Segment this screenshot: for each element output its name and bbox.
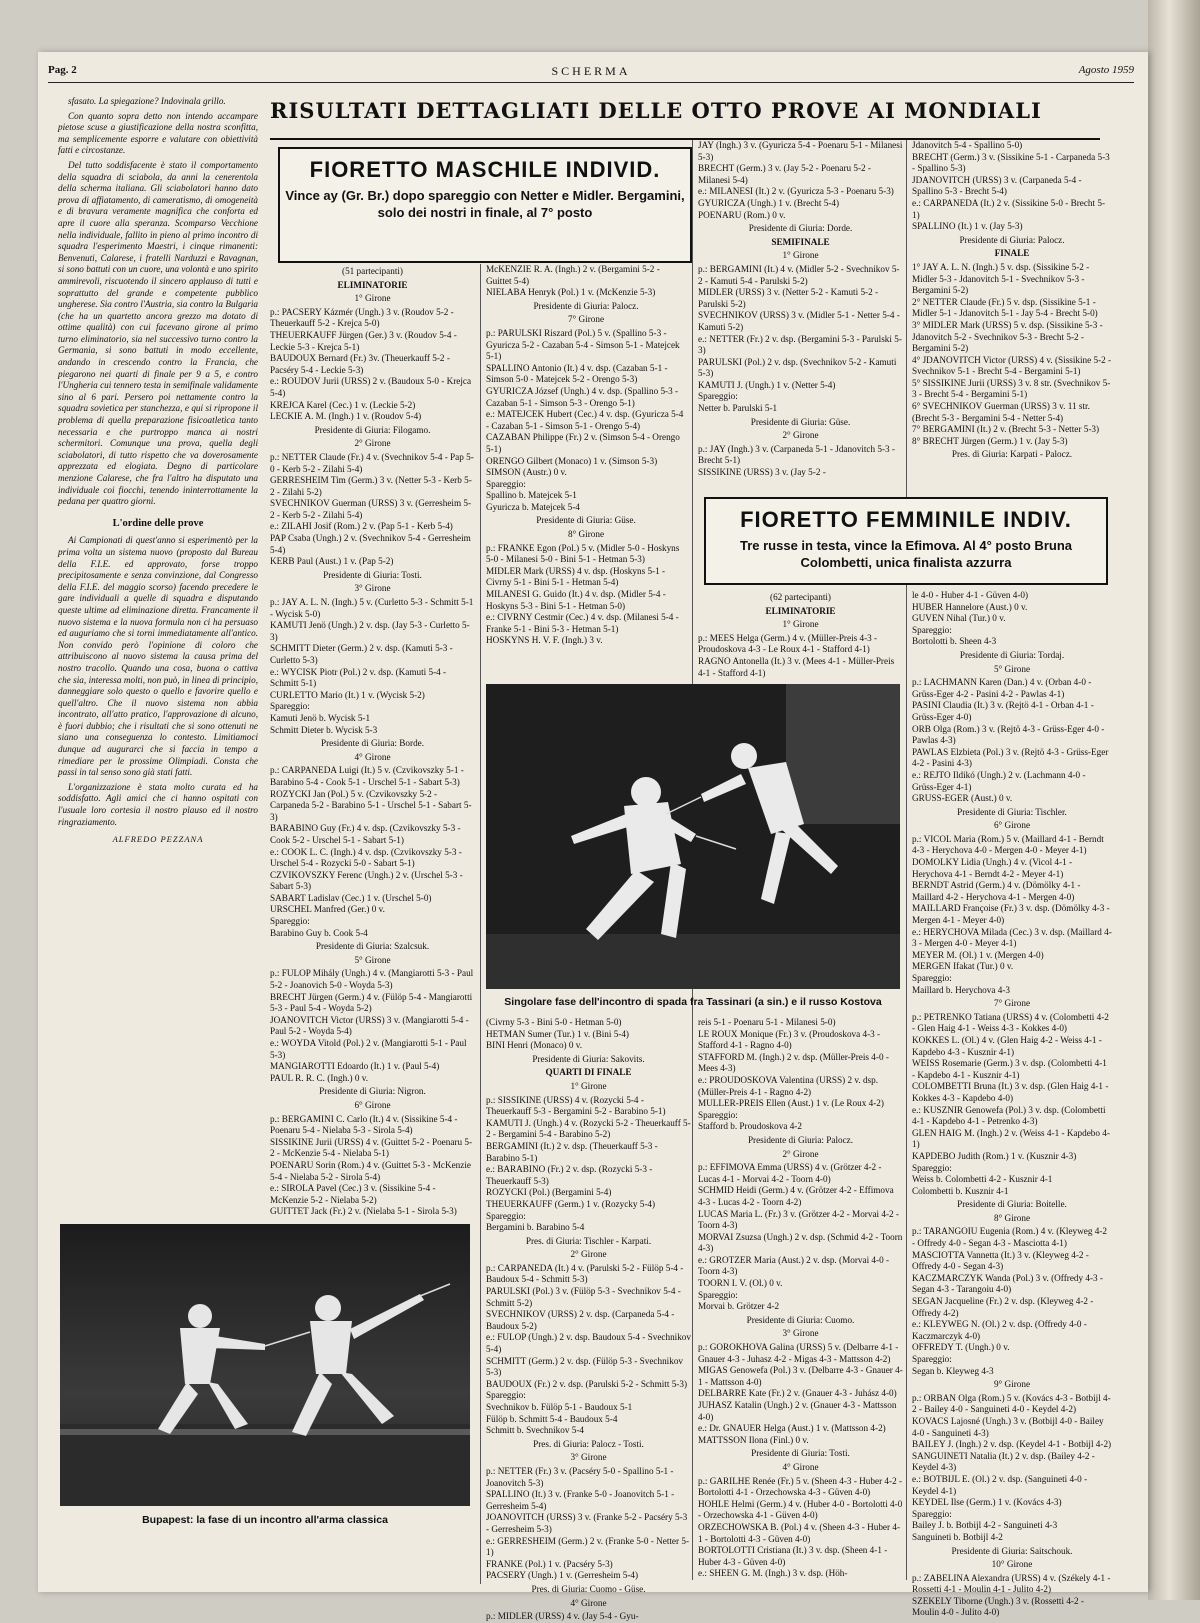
result-line: ROZYCKI (Pol.) (Bergamini 5-4): [486, 1187, 612, 1198]
result-line: Jdanovitch 5-4 - Spallino 5-0): [912, 140, 1023, 150]
result-line: BRECHT (Germ.) 3 v. (Sissikine 5-1 - Carpaneda 5-3 - Spallino 5-3): [912, 151, 1110, 174]
result-heading: Presidente di Giuria: Dorde.: [748, 223, 853, 234]
result-line: MEYER M. (Ol.) 1 v. (Mergen 4-0): [912, 949, 1044, 960]
result-line: e.: KUSZNIR Genowefa (Pol.) 3 v. dsp. (Colombetti 4-1 - Kapdebo 4-1 - Petrenko 4-3): [912, 1104, 1106, 1127]
result-line: e.: FULOP (Ungh.) 2 v. dsp. Baudoux 5-4 - Svechnikov 5-4): [486, 1332, 691, 1355]
result-heading: 3° Girone: [354, 583, 391, 594]
result-line: CAZABAN Philippe (Fr.) 2 v. (Simson 5-4 - Orengo 5-1): [486, 432, 680, 454]
article-column: [58, 96, 258, 1246]
result-line: NIELABA Henryk (Pol.) 1 v. (McKenzie 5-3): [486, 287, 656, 298]
result-line: e.: SHEEN G. M. (Ingh.) 3 v. dsp. (Höh-: [698, 1568, 848, 1579]
result-line: e.: Dr. GNAUER Helga (Aust.) 1 v. (Mattsson 4-2): [698, 1423, 886, 1434]
result-line: LUCAS Maria L. (Fr.) 3 v. (Grötzer 4-2 - Morvai 4-2 - Toorn 4-3): [698, 1208, 899, 1231]
result-line: Kamuti Jenö b. Wycisk 5-1: [270, 712, 371, 723]
article-paragraph: Con quanto sopra detto non intendo accampare pietose scuse a giustificazione della nostra sconfitta, ma semplicemente esporre e valutare con obiettività fatti e circostanze.: [58, 110, 258, 156]
result-line: Schmitt b. Svechnikov 5-4: [486, 1425, 584, 1436]
photo-caption-left: Bupapest: la fase di un incontro all'arma classica: [142, 1514, 388, 1526]
magazine-title: SCHERMA: [551, 64, 631, 78]
result-line: GYURICZA (Ungh.) 1 v. (Brecht 5-4): [698, 197, 840, 208]
result-line: p.: SISSIKINE (URSS) 4 v. (Rozycki 5-4 - Theuerkauff 5-3 - Bergamini 5-2 - Barabino 5-1): [486, 1094, 666, 1117]
result-line: LE ROUX Monique (Fr.) 3 v. (Proudoskova 4-3 - Stafford 4-1 - Ragno 4-0): [698, 1028, 881, 1051]
result-line: 6° SVECHNIKOV Guerman (URSS) 3 v. 11 str. (Brecht 5-3 - Bergamini 5-4 - Netter 5-4): [912, 401, 1090, 423]
result-line: BERGAMINI (It.) 2 v. dsp. (Theuerkauff 5-3 - Barabino 5-1): [486, 1140, 658, 1163]
result-line: PASINI Claudia (It.) 3 v. (Rejtö 4-1 - Orban 4-1 - Grüss-Eger 4-0): [912, 700, 1094, 722]
result-heading: 7° Girone: [993, 998, 1031, 1009]
column-divider: [480, 264, 481, 1584]
result-line: FRANKE (Pol.) 1 v. (Pacséry 5-3): [486, 1558, 613, 1569]
result-line: URSCHEL Manfred (Ger.) 0 v.: [270, 904, 385, 915]
result-heading: Presidente di Giuria: Güse.: [536, 515, 636, 526]
result-heading: 8° Girone: [567, 529, 605, 540]
result-line: PAUL R. R. C. (Ingh.) 0 v.: [270, 1072, 369, 1083]
result-heading: 4° Girone: [570, 1597, 607, 1608]
result-line: e.: REJTO Ildikó (Ungh.) 2 v. (Lachmann 4-0 - Grüss-Eger 4-1): [912, 769, 1086, 792]
result-line: e.: PROUDOSKOVA Valentina (URSS) 2 v. dsp. (Müller-Preis 4-1 - Ragno 4-2): [698, 1074, 879, 1097]
result-heading: Presidente di Giuria: Boitelle.: [957, 1199, 1067, 1210]
result-line: MORVAI Zsuzsa (Ungh.) 2 v. dsp. (Schmid 4-2 - Toorn 4-3): [698, 1231, 903, 1254]
result-line: Segan b. Kleyweg 4-3: [912, 1365, 994, 1376]
result-line: p.: GOROKHOVA Galina (URSS) 5 v. (Delbarre 4-1 - Gnauer 4-3 - Juhasz 4-2 - Migas 4-3 - Mattsson 4-2): [698, 1342, 899, 1364]
result-heading: 4° Girone: [354, 751, 391, 762]
result-heading: Presidente di Giuria: Güse.: [750, 416, 851, 427]
result-line: SIMSON (Austr.) 0 v.: [486, 467, 567, 478]
result-line: ORB Olga (Rom.) 3 v. (Rejtö 4-3 - Grüss-Eger 4-0 - Pawlas 4-3): [912, 723, 1105, 746]
results-column-2: [486, 264, 686, 664]
result-heading: (51 partecipanti): [342, 266, 403, 276]
result-line: COLOMBETTI Bruna (It.) 3 v. dsp. (Glen Haig 4-1 - Kokkes 4-3 - Kapdebo 4-0): [912, 1081, 1109, 1103]
result-line: ORZECHOWSKA B. (Pol.) 4 v. (Sheen 4-3 - Huber 4-1 - Bortolotti 4-3 - Güven 4-0): [698, 1521, 901, 1544]
result-heading: 2° Girone: [570, 1249, 607, 1260]
result-line: HETMAN Sumer (Tur.) 1 v. (Bini 5-4): [486, 1028, 629, 1039]
result-line: p.: CARPANEDA (It.) 4 v. (Parulski 5-2 - Fülöp 5-4 - Baudoux 5-4 - Schmitt 5-3): [486, 1262, 684, 1285]
results-column-4: [912, 140, 1112, 490]
result-line: MIDLER Mark (URSS) 4 v. dsp. (Hoskyns 5-1 - Civrny 5-1 - Bini 5-1 - Hetman 5-4): [486, 565, 666, 588]
result-heading: 1° Girone: [782, 250, 819, 261]
result-line: e.: GERRESHEIM (Germ.) 2 v. (Franke 5-0 - Netter 5-1): [486, 1535, 690, 1558]
result-line: p.: LACHMANN Karen (Dan.) 4 v. (Orban 4-0 - Grüss-Eger 4-2 - Pasini 4-2 - Pawlas 4-1): [912, 677, 1092, 699]
result-line: JOANOVITCH (URSS) 3 v. (Franke 5-2 - Pacséry 5-3 - Gerresheim 5-3): [486, 1512, 688, 1534]
result-line: e.: KLEYWEG N. (Ol.) 2 v. dsp. (Offredy 4-0 - Kaczmarczyk 4-0): [912, 1319, 1087, 1341]
result-line: Gyuricza b. Matejcek 5-4: [486, 501, 580, 512]
result-line: KAPDEBO Judith (Rom.) 1 v. (Kusznir 4-3): [912, 1150, 1077, 1161]
result-heading: Presidente di Giuria: Palocz.: [533, 300, 639, 311]
result-section-title: FINALE: [994, 248, 1030, 259]
result-line: p.: VICOL Maria (Rom.) 5 v. (Maillard 4-1 - Berndt 4-3 - Herychova 4-0 - Mergen 4-0 - Meyer 4-1): [912, 833, 1104, 856]
result-line: Spareggio:: [912, 1354, 952, 1364]
result-line: DOMOLKY Lidia (Ungh.) 4 v. (Vicol 4-1 - Herychova 4-1 - Berndt 4-2 - Meyer 4-1): [912, 857, 1073, 879]
running-header: [48, 62, 1134, 84]
result-line: p.: MIDLER (URSS) 4 v. (Jay 5-4 - Gyu-: [486, 1611, 639, 1622]
result-line: (Civrny 5-3 - Bini 5-0 - Hetman 5-0): [486, 1017, 622, 1027]
result-heading: Presidente di Giuria: Nigron.: [319, 1086, 426, 1097]
result-line: p.: PETRENKO Tatiana (URSS) 4 v. (Colombetti 4-2 - Glen Haig 4-1 - Weiss 4-3 - Kokkes 4-0): [912, 1011, 1109, 1034]
mens-foil-box: [278, 147, 692, 263]
article-paragraph: Del tutto soddisfacente è stato il comportamento della squadra di sciabola, da anni la cenerentola della scherma italiana. Gli sciabolatori hanno dato prova di affiatamento, di cameratismo, di omogeneità e di bravura veramente magnifica che conforta ed apre il cuore alla speranza. Scomparso Vecchione nella individuale, fallito in pieno al primo incontro di squadra l'esperimento Maestri, i cinque rimanenti: Benvenuti, Calarese, i fratelli Narduzzi e Ravagnan, si sono battuti con un cuore, una volontà e uno spirito ammirevoli, riscuotendo il sincero applauso di tutti e soprattutto del grande e competente pubblico ungherese. Sia contro l'Austria, sia contro la Bulgaria (che ha un quartetto ancora grezzo ma dotato di ottime qualità) con cui facevano girone al primo turno eliminatorio, sia nel successivo turno contro la Germania, si sono battuti in modo eccellente, andando in crescendo contro la Francia, che piegarono nei quarti di finale per 9 a 5, e contro l'Ungheria cui tennero testa in semifinale validamente sino al 6 pari. Persero poi nettamente contro la squadra sovietica per stanchezza, e qui si ripropone il problema di quella preparazione fisicoatletica tanto necessaria e che purtroppo manca ai nostri schermitori. Comunque una prova, quella degli sciabolatori, di tutto rispetto che va doverosamente apprezzata ed elogiata. Degno di particolare menzione Calarese, che fra l'altro ha disputato una individuale coi fiocchi, tenendo ininterrottamente la pedana per quattro giorni.: [58, 159, 258, 507]
result-line: SPALLINO (It.) 1 v. (Jay 5-3): [912, 221, 1023, 232]
result-line: KOKKES L. (Ol.) 4 v. (Glen Haig 4-2 - Weiss 4-1 - Kapdebo 4-3 - Kusznir 4-1): [912, 1034, 1102, 1057]
result-line: KEYDEL Ilse (Germ.) 1 v. (Kovács 4-3): [912, 1497, 1062, 1508]
result-heading: 1° Girone: [354, 293, 391, 304]
result-heading: Presidente di Giuria: Borde.: [320, 738, 425, 749]
result-line: SEGAN Jacqueline (Fr.) 2 v. dsp. (Kleyweg 4-2 - Offredy 4-2): [912, 1296, 1094, 1318]
result-heading: (62 partecipanti): [770, 592, 831, 602]
result-heading: 7° Girone: [567, 314, 605, 325]
page-number: Pag. 2: [48, 64, 77, 76]
result-heading: Presidente di Giuria: Tosti.: [751, 1448, 850, 1459]
result-line: LECKIE A. M. (Ingh.) 1 v. (Roudov 5-4): [270, 411, 422, 422]
result-line: Spareggio:: [698, 1289, 738, 1300]
result-line: Svechnikov b. Fülöp 5-1 - Baudoux 5-1: [486, 1402, 633, 1412]
result-line: Schmitt Dieter b. Wycisk 5-3: [270, 724, 378, 735]
result-line: KREJCA Karel (Cec.) 1 v. (Leckie 5-2): [270, 399, 416, 410]
result-line: p.: GARILHE Renée (Fr.) 5 v. (Sheen 4-3 - Huber 4-2 - Bortolotti 4-1 - Orzechowska 4-3 - Güven 4-0): [698, 1475, 903, 1498]
result-line: Spareggio:: [486, 1210, 526, 1221]
result-line: Bailey J. b. Botbijl 4-2 - Sanguineti 4-3: [912, 1520, 1058, 1531]
result-line: MASCIOTTA Vannetta (It.) 3 v. (Kleyweg 4-2 - Offredy 4-0 - Segan 4-3): [912, 1249, 1089, 1272]
result-heading: 4° Girone: [782, 1461, 819, 1472]
result-line: THEUERKAUFF Jürgen (Ger.) 3 v. (Roudov 5-4 - Leckie 5-3 - Krejca 5-1): [270, 329, 457, 352]
fencing-photo-epee: [486, 684, 900, 989]
result-line: MANGIAROTTI Edoardo (It.) 1 v. (Paul 5-4): [270, 1061, 440, 1072]
result-line: GUITTET Jack (Fr.) 2 v. (Nielaba 5-1 - Sirola 5-3): [270, 1206, 457, 1217]
result-heading: Presidente di Giuria: Saitschouk.: [951, 1545, 1073, 1556]
result-line: 2° NETTER Claude (Fr.) 5 v. dsp. (Sissikine 5-1 - Midler 5-1 - Jdanovitch 5-1 - Jay 5-4 - Brecht 5-0): [912, 296, 1098, 319]
article-paragraph: sfasato. La spiegazione? Indovinala grillo.: [68, 96, 226, 106]
result-line: SVECHNIKOV (URSS) 2 v. dsp. (Carpaneda 5-4 - Baudoux 5-2): [486, 1309, 675, 1331]
result-line: e.: NETTER (Fr.) 2 v. dsp. (Bergamini 5-3 - Parulski 5-3): [698, 333, 902, 356]
result-line: PACSERY (Ungh.) 1 v. (Gerresheim 5-4): [486, 1570, 639, 1581]
result-line: KAMUTI Jenö (Ungh.) 2 v. dsp. (Jay 5-3 - Curletto 5-3): [270, 620, 470, 642]
result-line: Bortolotti b. Sheen 4-3: [912, 636, 997, 647]
result-line: e.: ZILAHI Josif (Rom.) 2 v. (Pap 5-1 - Kerb 5-4): [270, 521, 453, 532]
result-heading: Presidente di Giuria: Tordaj.: [959, 649, 1065, 660]
result-line: HUBER Hannelore (Aust.) 0 v.: [912, 601, 1028, 612]
result-line: 1° JAY A. L. N. (Ingh.) 5 v. dsp. (Sissikine 5-2 - Midler 5-3 - Jdanovitch 5-1 - Svechnikov 5-3 - Bergamini 5-2): [912, 261, 1090, 296]
result-line: Barabino Guy b. Cook 5-4: [270, 927, 368, 938]
result-line: Spareggio:: [698, 391, 738, 402]
result-line: Spareggio:: [698, 1109, 738, 1120]
result-section-title: QUARTI DI FINALE: [545, 1067, 632, 1078]
magazine-binding: [1148, 0, 1200, 1600]
result-heading: Pres. di Giuria: Palocz - Tosti.: [533, 1438, 644, 1449]
result-line: BAUDOUX (Fr.) 2 v. dsp. (Parulski 5-2 - Schmitt 5-3): [486, 1378, 688, 1389]
result-line: KAMUTI J. (Ungh.) 1 v. (Netter 5-4): [698, 379, 836, 390]
result-line: p.: BERGAMINI C. Carlo (It.) 4 v. (Sissikine 5-4 - Poenaru 5-4 - Nielaba 5-3 - Sirola 5-4): [270, 1113, 458, 1136]
result-line: TOORN I. V. (Ol.) 0 v.: [698, 1278, 783, 1289]
result-line: DELBARRE Kate (Fr.) 2 v. (Gnauer 4-3 - Juhász 4-0): [698, 1388, 897, 1399]
result-line: Netter b. Parulski 5-1: [698, 403, 778, 414]
result-heading: Pres. di Giuria: Cuomo - Güse.: [531, 1583, 646, 1594]
result-line: p.: JAY A. L. N. (Ingh.) 5 v. (Curletto 5-3 - Schmitt 5-1 - Wycisk 5-0): [270, 597, 474, 619]
result-line: ROZYCKI Jan (Pol.) 5 v. (Czvikovszky 5-2 - Carpaneda 5-2 - Barabino 5-1 - Urschel 5-1 - Sabart 5-3): [270, 788, 472, 822]
result-heading: 5° Girone: [993, 663, 1031, 674]
result-line: SZEKELY Tiborne (Ungh.) 3 v. (Rossetti 4-2 - Moulin 4-0 - Julito 4-0): [912, 1595, 1084, 1618]
result-line: e.: BOTBIJL E. (Ol.) 2 v. dsp. (Sanguineti 4-0 - Keydel 4-1): [912, 1473, 1088, 1496]
result-heading: Presidente di Giuria: Tischler.: [957, 806, 1067, 817]
result-line: THEUERKAUFF (Germ.) 1 v. (Rozycky 5-4): [486, 1198, 656, 1209]
result-section-title: ELIMINATORIE: [765, 605, 836, 616]
womens-results-column-3: [698, 590, 903, 680]
result-line: Bergamini b. Barabino 5-4: [486, 1222, 585, 1233]
result-line: SANGUINETI Natalia (It.) 2 v. dsp. (Bailey 4-2 - Keydel 4-3): [912, 1450, 1095, 1473]
result-line: SISSIKINE Jurii (URSS) 4 v. (Guittet 5-2 - Poenaru 5-2 - McKenzie 5-4 - Nielaba 5-1): [270, 1136, 473, 1159]
result-line: CZVIKOVSZKY Ferenc (Ungh.) 2 v. (Urschel 5-3 - Sabart 5-3): [270, 869, 463, 892]
result-line: BORTOLOTTI Cristiana (It.) 3 v. dsp. (Sheen 4-1 - Huber 4-3 - Güven 4-0): [698, 1545, 888, 1567]
result-line: BAILEY J. (Ingh.) 2 v. dsp. (Keydel 4-1 - Botbijl 4-2): [912, 1439, 1112, 1450]
issue-date: Agosto 1959: [1078, 64, 1134, 76]
result-line: MILANESI G. Guido (It.) 4 v. dsp. (Midler 5-4 - Hoskyns 5-3 - Bini 5-1 - Hetman 5-0): [486, 589, 666, 611]
result-line: SPALLINO (It.) 3 v. (Franke 5-0 - Joanovitch 5-1 - Gerresheim 5-4): [486, 1489, 675, 1511]
result-line: e.: WYCISK Piotr (Pol.) 2 v. dsp. (Kamuti 5-4 - Schmitt 5-1): [270, 666, 447, 689]
result-line: SCHMID Heidi (Germ.) 4 v. (Grötzer 4-2 - Effimova 4-3 - Lucas 4-2 - Toorn 4-2): [698, 1185, 894, 1207]
result-heading: Presidente di Giuria: Szalcsuk.: [315, 941, 430, 952]
result-line: Sanguineti b. Botbijl 4-2: [912, 1531, 1003, 1542]
result-line: WEISS Rosemarie (Germ.) 3 v. dsp. (Colombetti 4-1 - Kapdebo 4-1 - Kusznir 4-1): [912, 1058, 1107, 1080]
result-line: MIDLER (URSS) 3 v. (Netter 5-2 - Kamuti 5-2 - Parulski 5-2): [698, 287, 879, 309]
result-heading: 2° Girone: [354, 438, 391, 449]
result-line: e.: BARABINO (Fr.) 2 v. dsp. (Rozycki 5-3 - Theuerkauff 5-3): [486, 1164, 653, 1186]
result-line: Morvai b. Grötzer 4-2: [698, 1301, 780, 1312]
magazine-page: [38, 52, 1148, 1622]
result-line: KACZMARCZYK Wanda (Pol.) 3 v. (Offredy 4-3 - Segan 4-3 - Tarangoiu 4-0): [912, 1272, 1103, 1295]
result-line: GUVEN Nihal (Tur.) 0 v.: [912, 613, 1006, 624]
result-line: BERNDT Astrid (Germ.) 4 v. (Dömölky 4-1 - Maillard 4-2 - Herychova 4-1 - Mergen 4-0): [912, 880, 1081, 902]
result-line: JUHASZ Katalin (Ungh.) 2 v. (Gnauer 4-3 - Mattsson 4-0): [698, 1400, 897, 1422]
column-divider: [906, 140, 907, 1580]
result-line: p.: CARPANEDA Luigi (It.) 5 v. (Czvikovszky 5-1 - Barabino 5-4 - Cook 5-1 - Urschel 5-1 - Sabart 5-3): [270, 765, 464, 787]
result-line: PAP Csaba (Ungh.) 2 v. (Svechnikov 5-4 - Gerresheim 5-4): [270, 533, 471, 555]
result-line: ORENGO Gilbert (Monaco) 1 v. (Simson 5-3): [486, 455, 658, 466]
result-line: p.: BERGAMINI (It.) 4 v. (Midler 5-2 - Svechnikov 5-2 - Kamuti 5-4 - Parulski 5-2): [698, 263, 900, 286]
result-line: PAWLAS Elzbieta (Pol.) 3 v. (Rejtö 4-3 - Grüss-Eger 4-2 - Pasini 4-3): [912, 746, 1109, 769]
result-line: Stafford b. Proudoskova 4-2: [698, 1121, 802, 1132]
result-line: GLEN HAIG M. (Ingh.) 2 v. (Weiss 4-1 - Kapdebo 4-1): [912, 1127, 1110, 1150]
result-line: MATTSSON Ilona (Finl.) 0 v.: [698, 1434, 809, 1445]
result-heading: Presidente di Giuria: Sakovits.: [532, 1053, 645, 1064]
result-heading: 5° Girone: [354, 954, 391, 965]
result-line: KERB Paul (Aust.) 1 v. (Pap 5-2): [270, 556, 394, 567]
result-line: Colombetti b. Kusznir 4-1: [912, 1185, 1009, 1196]
result-line: MAILLARD Françoise (Fr.) 3 v. dsp. (Dömölky 4-3 - Mergen 4-1 - Meyer 4-0): [912, 903, 1110, 926]
womens-results-column-4: [912, 590, 1112, 1618]
result-line: le 4-0 - Huber 4-1 - Güven 4-0): [912, 590, 1029, 600]
result-line: BRECHT (Germ.) 3 v. (Jay 5-2 - Poenaru 5-2 - Milanesi 5-4): [698, 163, 871, 185]
result-heading: 8° Girone: [993, 1212, 1031, 1223]
result-line: JDANOVITCH (URSS) 3 v. (Carpaneda 5-4 - Spallino 5-3 - Brecht 5-4): [912, 174, 1082, 197]
result-line: Maillard b. Herychova 4-3: [912, 984, 1010, 995]
result-line: p.: ZABELINA Alexandra (URSS) 4 v. (Székely 4-1 - Rossetti 4-1 - Moulin 4-1 - Julito 4-2): [912, 1572, 1111, 1595]
result-line: Weiss b. Colombetti 4-2 - Kusznir 4-1: [912, 1174, 1053, 1185]
result-heading: 6° Girone: [354, 1099, 391, 1110]
article-signature: ALFREDO PEZZANA: [112, 834, 204, 845]
result-heading: Pres. di Giuria: Tischler - Karpati.: [525, 1235, 652, 1246]
result-line: GERRESHEIM Tim (Germ.) 3 v. (Netter 5-3 - Kerb 5-2 - Zilahi 5-2): [270, 475, 472, 497]
result-line: SVECHNIKOV Guerman (URSS) 3 v. (Gerresheim 5-2 - Kerb 5-2 - Zilahi 5-4): [270, 498, 472, 520]
result-line: p.: FULOP Mihály (Ungh.) 4 v. (Mangiarotti 5-3 - Paul 5-2 - Joanovich 5-0 - Woyda 5-3): [270, 968, 474, 991]
result-line: Spareggio:: [486, 1390, 526, 1401]
result-line: Fülöp b. Schmitt 5-4 - Baudoux 5-4: [486, 1413, 618, 1424]
result-line: McKENZIE R. A. (Ingh.) 2 v. (Bergamini 5-2 - Guittet 5-4): [486, 264, 660, 286]
result-line: Spareggio:: [270, 916, 310, 927]
result-line: 4° JDANOVITCH Victor (URSS) 4 v. (Sissikine 5-2 - Svechnikov 5-1 - Brecht 5-4 - Bergamini 5-1): [912, 354, 1112, 377]
result-line: RAGNO Antonella (It.) 3 v. (Mees 4-1 - Müller-Preis 4-1 - Stafford 4-1): [698, 655, 895, 678]
result-line: MERGEN Ifakat (Tur.) 0 v.: [912, 961, 1014, 972]
result-line: p.: JAY (Ingh.) 3 v. (Carpaneda 5-1 - Jdanovitch 5-3 - Brecht 5-1): [698, 443, 895, 466]
result-line: BRECHT Jürgen (Germ.) 4 v. (Fülöp 5-4 - Mangiarotti 5-3 - Paul 5-4 - Woyda 5-2): [270, 991, 473, 1014]
result-line: p.: PACSERY Kázmér (Ungh.) 3 v. (Roudov 5-2 - Theuerkauff 5-2 - Krejca 5-0): [270, 306, 454, 329]
result-line: SCHMITT (Germ.) 2 v. dsp. (Fülöp 5-3 - Svechnikov 5-3): [486, 1355, 684, 1378]
result-heading: 2° Girone: [782, 430, 819, 441]
result-line: reis 5-1 - Poenaru 5-1 - Milanesi 5-0): [698, 1017, 836, 1027]
result-heading: 1° Girone: [570, 1080, 607, 1091]
result-heading: 6° Girone: [993, 820, 1031, 831]
result-line: SISSIKINE (URSS) 3 v. (Jay 5-2 -: [698, 467, 826, 478]
result-line: p.: PARULSKI Riszard (Pol.) 5 v. (Spallino 5-3 - Gyuricza 5-2 - Cazaban 5-4 - Simson 5-1 - Matejcek 5-1): [486, 327, 680, 362]
result-line: p.: NETTER (Fr.) 3 v. (Pacséry 5-0 - Spallino 5-1 - Joanovitch 5-3): [486, 1465, 674, 1488]
womens-foil-title: FIORETTO FEMMINILE INDIV.: [740, 507, 1072, 532]
result-heading: Presidente di Giuria: Tosti.: [323, 569, 422, 580]
result-line: SCHMITT Dieter (Germ.) 2 v. dsp. (Kamuti 5-3 - Curletto 5-3): [270, 643, 453, 665]
result-line: CURLETTO Mario (It.) 1 v. (Wycisk 5-2): [270, 689, 425, 700]
result-line: PARULSKI (Pol.) 2 v. dsp. (Svechnikov 5-2 - Kamuti 5-3): [698, 356, 897, 379]
result-line: BAUDOUX Bernard (Fr.) 3v. (Theuerkauff 5-2 - Pacséry 5-4 - Leckie 5-3): [270, 353, 450, 375]
result-heading: Presidente di Giuria: Palocz.: [959, 234, 1065, 245]
result-line: 5° SISSIKINE Jurii (URSS) 3 v. 8 str. (Svechnikov 5-3 - Brecht 5-4 - Bergamini 5-1): [912, 377, 1111, 400]
result-line: MULLER-PREIS Ellen (Aust.) 1 v. (Le Roux 4-2): [698, 1098, 884, 1109]
result-line: e.: MILANESI (It.) 2 v. (Gyuricza 5-3 - Poenaru 5-3): [698, 186, 894, 197]
fencers-illustration-epee: [486, 684, 900, 989]
result-line: e.: ROUDOV Jurii (URSS) 2 v. (Baudoux 5-0 - Krejca 5-4): [270, 376, 472, 398]
results-column-2-lower: [486, 1017, 691, 1622]
result-line: Spareggio:: [912, 624, 952, 635]
womens-foil-subtitle: Tre russe in testa, vince la Efimova. Al 4° posto Bruna Colombetti, unica finalista azzurra: [740, 538, 1072, 570]
result-line: STAFFORD M. (Ingh.) 2 v. dsp. (Müller-Preis 4-0 - Mees 4-3): [698, 1051, 889, 1074]
header-rule: [48, 82, 1134, 83]
result-line: POENARU Sorin (Rom.) 4 v. (Guittet 5-3 - McKenzie 5-4 - Nielaba 5-2 - Sirola 5-4): [270, 1159, 471, 1182]
result-line: HOSKYNS H. V. F. (Ingh.) 3 v.: [486, 635, 603, 646]
result-line: BINI Henri (Monaco) 0 v.: [486, 1040, 583, 1051]
result-line: Spareggio:: [486, 478, 526, 489]
result-heading: 3° Girone: [782, 1328, 819, 1339]
womens-foil-box: [704, 497, 1108, 585]
result-line: OFFREDY T. (Ungh.) 0 v.: [912, 1342, 1010, 1353]
result-line: p.: TARANGOIU Eugenia (Rom.) 4 v. (Kleyweg 4-2 - Offredy 4-0 - Segan 4-3 - Masciotta 4-1): [912, 1226, 1107, 1249]
result-line: Spareggio:: [912, 973, 952, 983]
result-line: PARULSKI (Pol.) 3 v. (Fülöp 5-3 - Svechnikov 5-4 - Schmitt 5-2): [486, 1286, 681, 1308]
result-line: SABART Ladislav (Cec.) 1 v. (Urschel 5-0): [270, 892, 432, 903]
result-line: KOVACS Lajosné (Ungh.) 3 v. (Botbijl 4-0 - Bailey 4-0 - Sanguineti 4-3): [912, 1415, 1104, 1438]
result-line: HOHLE Helmi (Germ.) 4 v. (Huber 4-0 - Bortolotti 4-0 - Orzechowska 4-1 - Güven 4-0): [698, 1498, 903, 1521]
result-line: p.: ORBAN Olga (Rom.) 5 v. (Kovács 4-3 - Botbijl 4-2 - Bailey 4-0 - Sanguineti 4-0 - Keydel 4-2): [912, 1392, 1111, 1415]
article-paragraph: L'organizzazione è stata molto curata ed ha soddisfatto. Agli amici che ci hanno ospitati con l'usuale loro cortesia il nostro plauso ed il nostro ringraziamento.: [58, 781, 258, 827]
result-heading: Presidente di Giuria: Palocz.: [747, 1134, 854, 1145]
result-line: 7° BERGAMINI (It.) 2 v. (Brecht 5-3 - Netter 5-3): [912, 424, 1100, 435]
result-line: e.: MATEJCEK Hubert (Cec.) 4 v. dsp. (Gyuricza 5-4 - Cazaban 5-1 - Simson 5-1 - Orengo 5-4): [486, 409, 684, 431]
result-line: SPALLINO Antonio (It.) 4 v. dsp. (Cazaban 5-1 - Simson 5-0 - Matejcek 5-2 - Orengo 5-3): [486, 362, 668, 385]
result-line: e.: COOK L. C. (Ingh.) 4 v. dsp. (Czvikovszky 5-3 - Urschel 5-4 - Rozycki 5-0 - Sabart 5-1): [270, 846, 462, 869]
result-line: GYURICZA József (Ungh.) 4 v. dsp. (Spallino 5-3 - Cazaban 5-1 - Simson 5-3 - Orengo 5-1): [486, 385, 679, 408]
result-line: 8° BRECHT Jürgen (Germ.) 1 v. (Jay 5-3): [912, 435, 1068, 446]
result-heading: 9° Girone: [993, 1379, 1031, 1390]
result-line: POENARU (Rom.) 0 v.: [698, 209, 786, 220]
result-line: Spareggio:: [270, 701, 310, 712]
result-line: KAMUTI J. (Ungh.) 4 v. (Rozycki 5-2 - Theuerkauff 5-2 - Bergamini 5-4 - Barabino 5-2): [486, 1117, 691, 1140]
article-subhead: L'ordine delle prove: [112, 517, 204, 529]
result-line: e.: SIROLA Pavel (Cec.) 3 v. (Sissikine 5-4 - McKenzie 5-2 - Nielaba 5-2): [270, 1183, 436, 1205]
result-heading: 2° Girone: [782, 1148, 819, 1159]
result-line: e.: GROTZER Maria (Aust.) 2 v. dsp. (Morvai 4-0 - Toorn 4-3): [698, 1254, 890, 1277]
result-heading: Presidente di Giuria: Cuomo.: [746, 1314, 855, 1325]
result-section-title: SEMIFINALE: [771, 236, 830, 247]
result-heading: 10° Girone: [991, 1559, 1033, 1570]
result-line: GRUSS-EGER (Aust.) 0 v.: [912, 793, 1013, 804]
mens-foil-title: FIORETTO MASCHILE INDIVID.: [309, 157, 661, 182]
result-line: JAY (Ingh.) 3 v. (Gyuricza 5-4 - Poenaru 5-1 - Milanesi 5-3): [698, 140, 903, 162]
result-line: p.: NETTER Claude (Fr.) 4 v. (Svechnikov 5-4 - Pap 5-0 - Kerb 5-2 - Zilahi 5-4): [270, 451, 474, 474]
result-line: e.: WOYDA Vitold (Pol.) 2 v. (Mangiarotti 5-1 - Paul 5-3): [270, 1038, 467, 1060]
result-line: p.: MEES Helga (Germ.) 4 v. (Müller-Preis 4-3 - Proudoskova 4-3 - Le Roux 4-1 - Stafford 4-1): [698, 632, 878, 655]
result-line: BARABINO Guy (Fr.) 4 v. dsp. (Czvikovszky 5-3 - Cook 5-2 - Urschel 5-1 - Sabart 5-1): [270, 823, 461, 845]
results-column-3-lower: [698, 1017, 903, 1582]
result-line: SVECHNIKOV (URSS) 3 v. (Midler 5-1 - Netter 5-4 - Kamuti 5-2): [698, 310, 900, 332]
result-line: p.: FRANKE Egon (Pol.) 5 v. (Midler 5-0 - Hoskyns 5-0 - Milanesi 5-0 - Bini 5-1 - Hetman 5-3): [486, 542, 680, 565]
results-banner: RISULTATI DETTAGLIATI DELLE OTTO PROVE AI MONDIALI: [270, 98, 1100, 140]
mens-foil-subtitle: Vince ay (Gr. Br.) dopo spareggio con Netter e Midler. Bergamini, solo dei nostri in finale, al 7° posto: [285, 188, 685, 220]
results-column-3: [698, 140, 903, 485]
result-heading: Presidente di Giuria: Filogamo.: [314, 424, 431, 435]
result-heading: 1° Girone: [782, 619, 819, 630]
article-paragraph: Ai Campionati di quest'anno si esperimentò per la prima volta un sistema nuovo (proposto dal Bureau della F.I.E. ed approvato, forse troppo precipitosamente e senza convinzione, dal Congresso della F.I.E. del maggio scorso) facendo precedere le gare individuali a quelle di squadra e disputando queste ultime ad eliminazione diretta. Francamente il nuovo sistema e la nuova formula non ci ha persuaso ed auguriamo che si torni immediatamente all'antico. Non convido però l'opinione di coloro che attribuiscono al nuovo sistema la causa prima del nostro tracollo. Quando una cosa, buona o cattiva che sia, interessa molti, non può, in linea di principio, danneggiare solo questo o quello e favorire quello e quell'altro. Che il nuovo sistema non abbia incontrato, all'atto pratico, l'approvazione di alcuno, è fuori dubbio; che i risultati che si sono ottenuti ne siano una conseguenza lo contesto. Limitiamoci dunque ad augurarci che si faccia in tempo a rimediare per le prossime Olimpiadi. Consta che passi in tal senso sono già stati fatti.: [58, 535, 258, 778]
result-line: e.: CIVRNY Cestmir (Cec.) 4 v. dsp. (Milanesi 5-4 - Franke 5-1 - Bini 5-3 - Hetman 5-1): [486, 612, 679, 634]
results-column-1: [270, 264, 475, 1574]
result-heading: 3° Girone: [570, 1452, 607, 1463]
result-line: e.: HERYCHOVA Milada (Cec.) 3 v. dsp. (Maillard 4-3 - Mergen 4-0 - Meyer 4-1): [912, 926, 1112, 949]
result-line: JOANOVITCH Victor (URSS) 3 v. (Mangiarotti 5-4 - Paul 5-2 - Woyda 5-4): [270, 1014, 469, 1037]
result-heading: Pres. di Giuria: Karpati - Palocz.: [951, 449, 1073, 460]
result-line: MIGAS Genowefa (Pol.) 3 v. (Delbarre 4-3 - Gnauer 4-1 - Mattsson 4-0): [698, 1365, 903, 1387]
result-line: 3° MIDLER Mark (URSS) 5 v. dsp. (Sissikine 5-3 - Jdanovitch 5-2 - Svechnikov 5-3 - Brecht 5-2 - Bergamini 5-2): [912, 319, 1103, 354]
result-line: Spareggio:: [912, 1508, 952, 1519]
result-line: Spallino b. Matejcek 5-1: [486, 490, 577, 501]
photo-caption-middle: Singolare fase dell'incontro di spada fra Tassinari (a sin.) e il russo Kostova: [504, 996, 882, 1008]
result-line: e.: CARPANEDA (It.) 2 v. (Sissikine 5-0 - Brecht 5-1): [912, 197, 1106, 220]
result-section-title: ELIMINATORIE: [337, 279, 408, 290]
result-line: p.: EFFIMOVA Emma (URSS) 4 v. (Grötzer 4-2 - Lucas 4-1 - Morvai 4-2 - Toorn 4-0): [698, 1162, 882, 1184]
result-line: Spareggio:: [912, 1162, 952, 1173]
